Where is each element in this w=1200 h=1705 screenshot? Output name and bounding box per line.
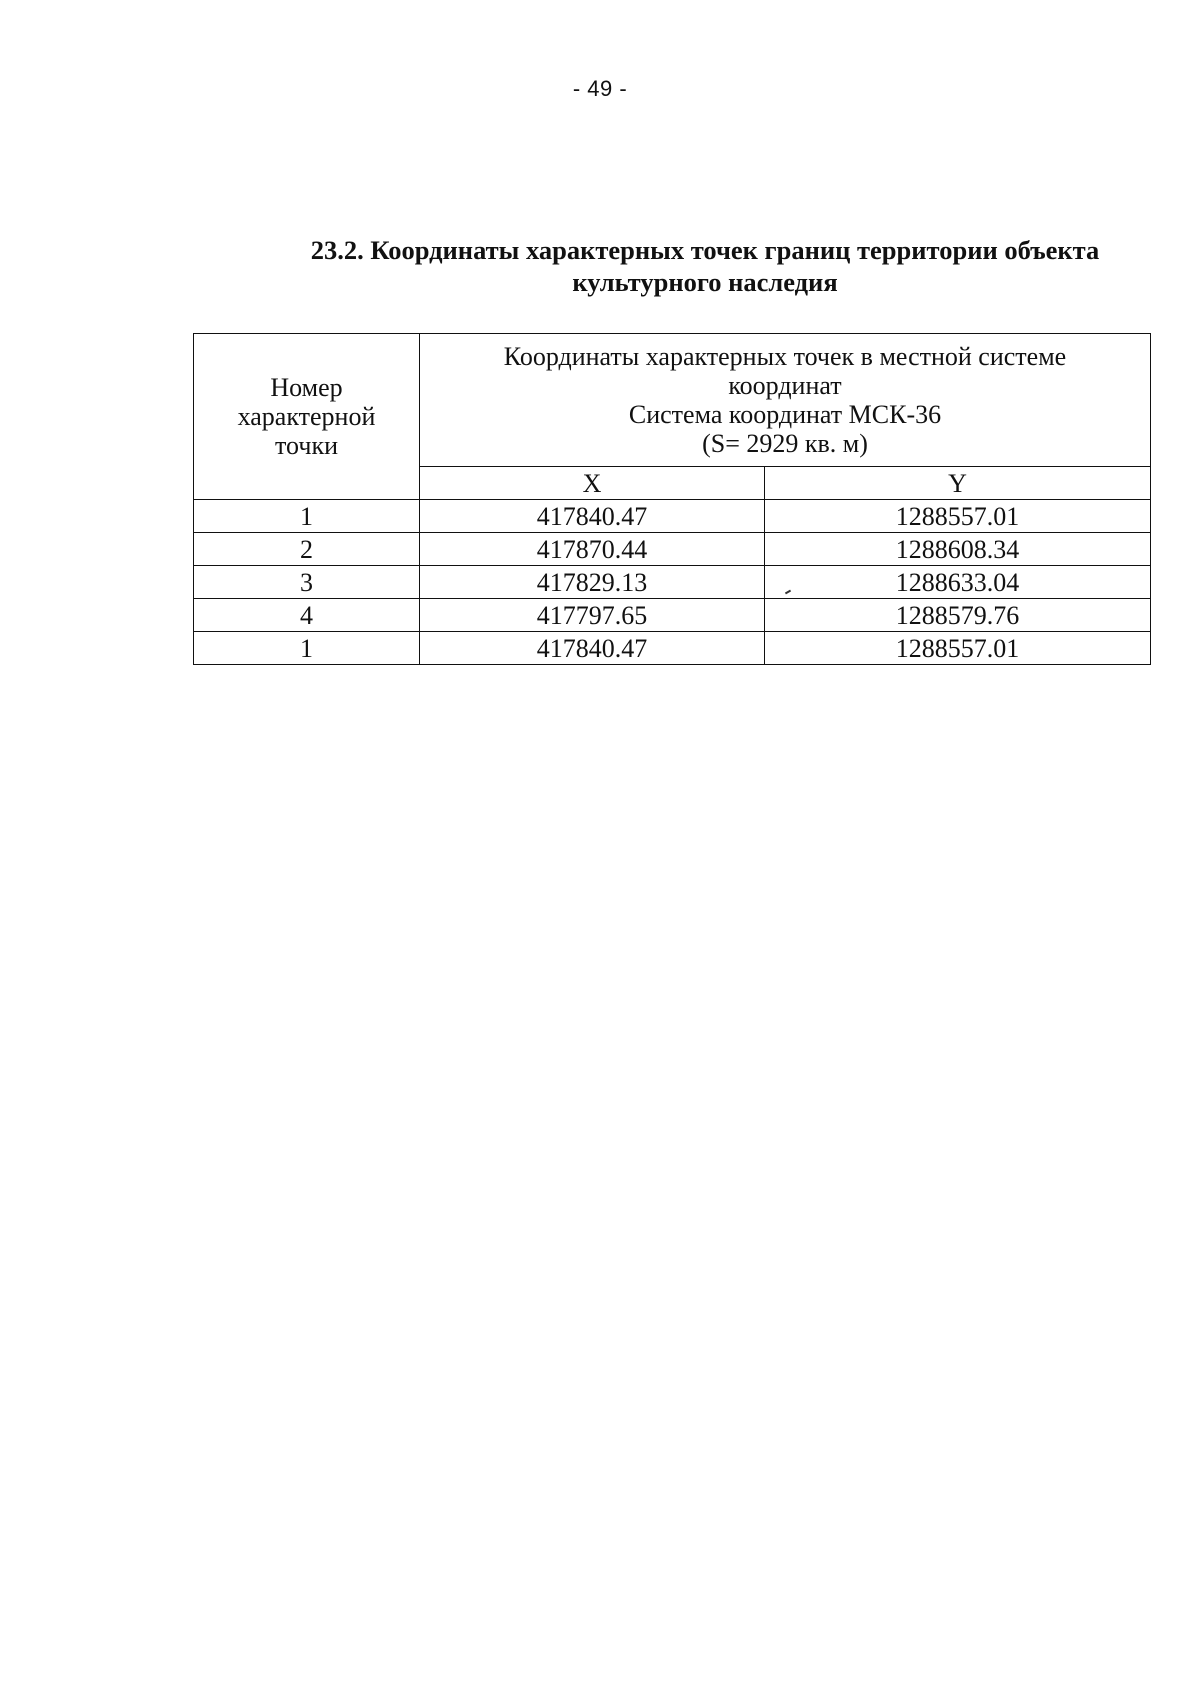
point-number-cell: 2	[194, 533, 420, 566]
table-row	[194, 500, 1151, 533]
section-heading-line-1: 23.2. Координаты характерных точек границ территории объекта	[310, 235, 1100, 265]
point-number-header-line-3: точки	[275, 431, 338, 460]
x-coordinate-cell: 417840.47	[420, 500, 765, 533]
y-coordinate-cell: 1288633.04	[765, 566, 1151, 599]
point-number-cell: 1	[194, 632, 420, 665]
coordinates-header-line-3: Система координат МСК-36	[628, 400, 942, 429]
column-x-header: X	[420, 467, 765, 500]
coordinates-header-line-2: координат	[728, 371, 842, 400]
coordinates-table	[193, 333, 1151, 665]
table-row	[194, 632, 1151, 665]
table-row	[194, 566, 1151, 599]
y-coordinate-cell: 1288608.34	[765, 533, 1151, 566]
point-number-header	[194, 334, 420, 500]
coordinates-header-line-1: Координаты характерных точек в местной системе	[503, 342, 1067, 371]
point-number-header-line-2: характерной	[237, 402, 376, 431]
x-coordinate-cell: 417797.65	[420, 599, 765, 632]
table-row	[194, 533, 1151, 566]
table-row	[194, 599, 1151, 632]
page-number: - 49 -	[572, 76, 628, 101]
point-number-header-line-1: Номер	[270, 373, 343, 402]
column-y-header: Y	[765, 467, 1151, 500]
x-coordinate-cell: 417840.47	[420, 632, 765, 665]
section-heading-line-2: культурного наследия	[572, 267, 838, 297]
table-header-row	[194, 334, 1151, 467]
coordinates-header-line-4: (S= 2929 кв. м)	[702, 429, 868, 458]
y-coordinate-cell: 1288557.01	[765, 632, 1151, 665]
section-heading	[240, 234, 1170, 298]
y-coordinate-cell: 1288557.01	[765, 500, 1151, 533]
point-number-cell: 1	[194, 500, 420, 533]
y-coordinate-cell: 1288579.76	[765, 599, 1151, 632]
x-coordinate-cell: 417829.13	[420, 566, 765, 599]
coordinates-header	[420, 334, 1151, 467]
x-coordinate-cell: 417870.44	[420, 533, 765, 566]
point-number-cell: 3	[194, 566, 420, 599]
point-number-cell: 4	[194, 599, 420, 632]
